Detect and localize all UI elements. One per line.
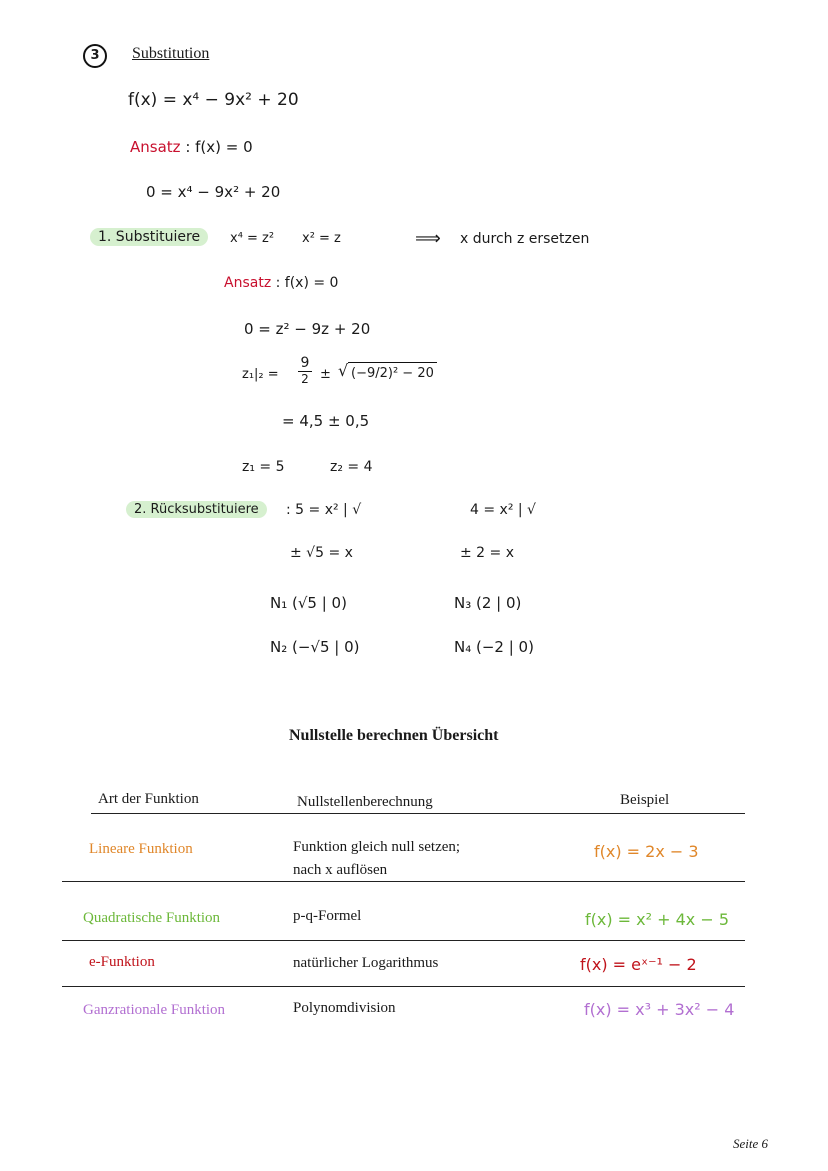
pq-sqrt-content: (−9/2)² − 20 bbox=[348, 362, 437, 381]
pq-result: = 4,5 ± 0,5 bbox=[282, 412, 370, 430]
row-4-example: f(x) = x³ + 3x² − 4 bbox=[584, 1000, 735, 1019]
ansatz-1-expr: : f(x) = 0 bbox=[185, 138, 253, 156]
row-1-type: Lineare Funktion bbox=[89, 841, 193, 857]
table-header-example: Beispiel bbox=[620, 792, 670, 808]
table-header-method: Nullstellenberechnung bbox=[297, 794, 433, 810]
equation-z: 0 = z² − 9z + 20 bbox=[244, 320, 371, 338]
step-2-right-eq: 4 = x² | √ bbox=[470, 502, 536, 518]
table-row-divider-2 bbox=[62, 940, 745, 941]
pq-pm: ± bbox=[320, 367, 331, 382]
step-2-right-sol: ± 2 = x bbox=[460, 545, 515, 561]
row-3-type: e-Funktion bbox=[89, 954, 155, 970]
ansatz-1-label: Ansatz bbox=[130, 138, 181, 156]
z1-value: z₁ = 5 bbox=[242, 459, 285, 475]
ansatz-2-label: Ansatz bbox=[224, 275, 272, 291]
section-title: Substitution bbox=[132, 45, 210, 62]
row-3-example: f(x) = eˣ⁻¹ − 2 bbox=[580, 955, 697, 974]
implies-arrow-icon: ⟹ bbox=[415, 228, 441, 249]
step-2-left-eq: : 5 = x² | √ bbox=[286, 502, 362, 518]
equation-1: 0 = x⁴ − 9x² + 20 bbox=[146, 183, 281, 201]
row-1-example: f(x) = 2x − 3 bbox=[594, 842, 699, 861]
step-1-expr-2: x² = z bbox=[302, 231, 341, 246]
pq-fraction bbox=[298, 355, 312, 386]
step-1-note: x durch z ersetzen bbox=[460, 231, 590, 247]
table-row-divider-1 bbox=[62, 881, 745, 882]
row-2-example: f(x) = x² + 4x − 5 bbox=[585, 910, 730, 929]
step-1-row bbox=[90, 229, 208, 245]
page-number: Seite 6 bbox=[733, 1136, 769, 1151]
row-3-method: natürlicher Logarithmus bbox=[293, 955, 439, 971]
ansatz-2 bbox=[224, 275, 338, 291]
z2-value: z₂ = 4 bbox=[330, 459, 373, 475]
row-1-method-line-1: Funktion gleich null setzen; bbox=[293, 839, 461, 855]
step-2-left-sol: ± √5 = x bbox=[290, 545, 353, 561]
pq-frac-num: 9 bbox=[300, 355, 310, 371]
step-1-label: 1. Substituiere bbox=[90, 228, 208, 246]
step-2-label: 2. Rücksubstituiere bbox=[126, 501, 267, 518]
root-n1: N₁ (√5 | 0) bbox=[270, 594, 347, 612]
function-definition: f(x) = x⁴ − 9x² + 20 bbox=[128, 90, 299, 110]
row-4-type: Ganzrationale Funktion bbox=[83, 1002, 226, 1018]
overview-title: Nullstelle berechnen Übersicht bbox=[289, 727, 499, 744]
sqrt-icon: √ bbox=[338, 361, 349, 380]
table-header-type: Art der Funktion bbox=[98, 791, 199, 807]
root-n2: N₂ (−√5 | 0) bbox=[270, 638, 360, 656]
pq-lhs: z₁|₂ = bbox=[242, 367, 279, 382]
root-n4: N₄ (−2 | 0) bbox=[454, 638, 534, 656]
ansatz-2-expr: : f(x) = 0 bbox=[275, 275, 339, 291]
row-4-method: Polynomdivision bbox=[293, 1000, 396, 1016]
step-2-row bbox=[126, 502, 267, 517]
ansatz-1 bbox=[130, 138, 253, 156]
row-2-method: p-q-Formel bbox=[293, 908, 362, 924]
root-n3: N₃ (2 | 0) bbox=[454, 594, 522, 612]
table-header-divider bbox=[91, 813, 745, 814]
section-number-badge: 3 bbox=[83, 44, 107, 68]
pq-frac-den: 2 bbox=[298, 371, 312, 386]
table-row-divider-3 bbox=[62, 986, 745, 987]
row-2-type: Quadratische Funktion bbox=[83, 910, 221, 926]
step-1-expr-1: x⁴ = z² bbox=[230, 231, 275, 246]
row-1-method-line-2: nach x auflösen bbox=[293, 862, 388, 878]
